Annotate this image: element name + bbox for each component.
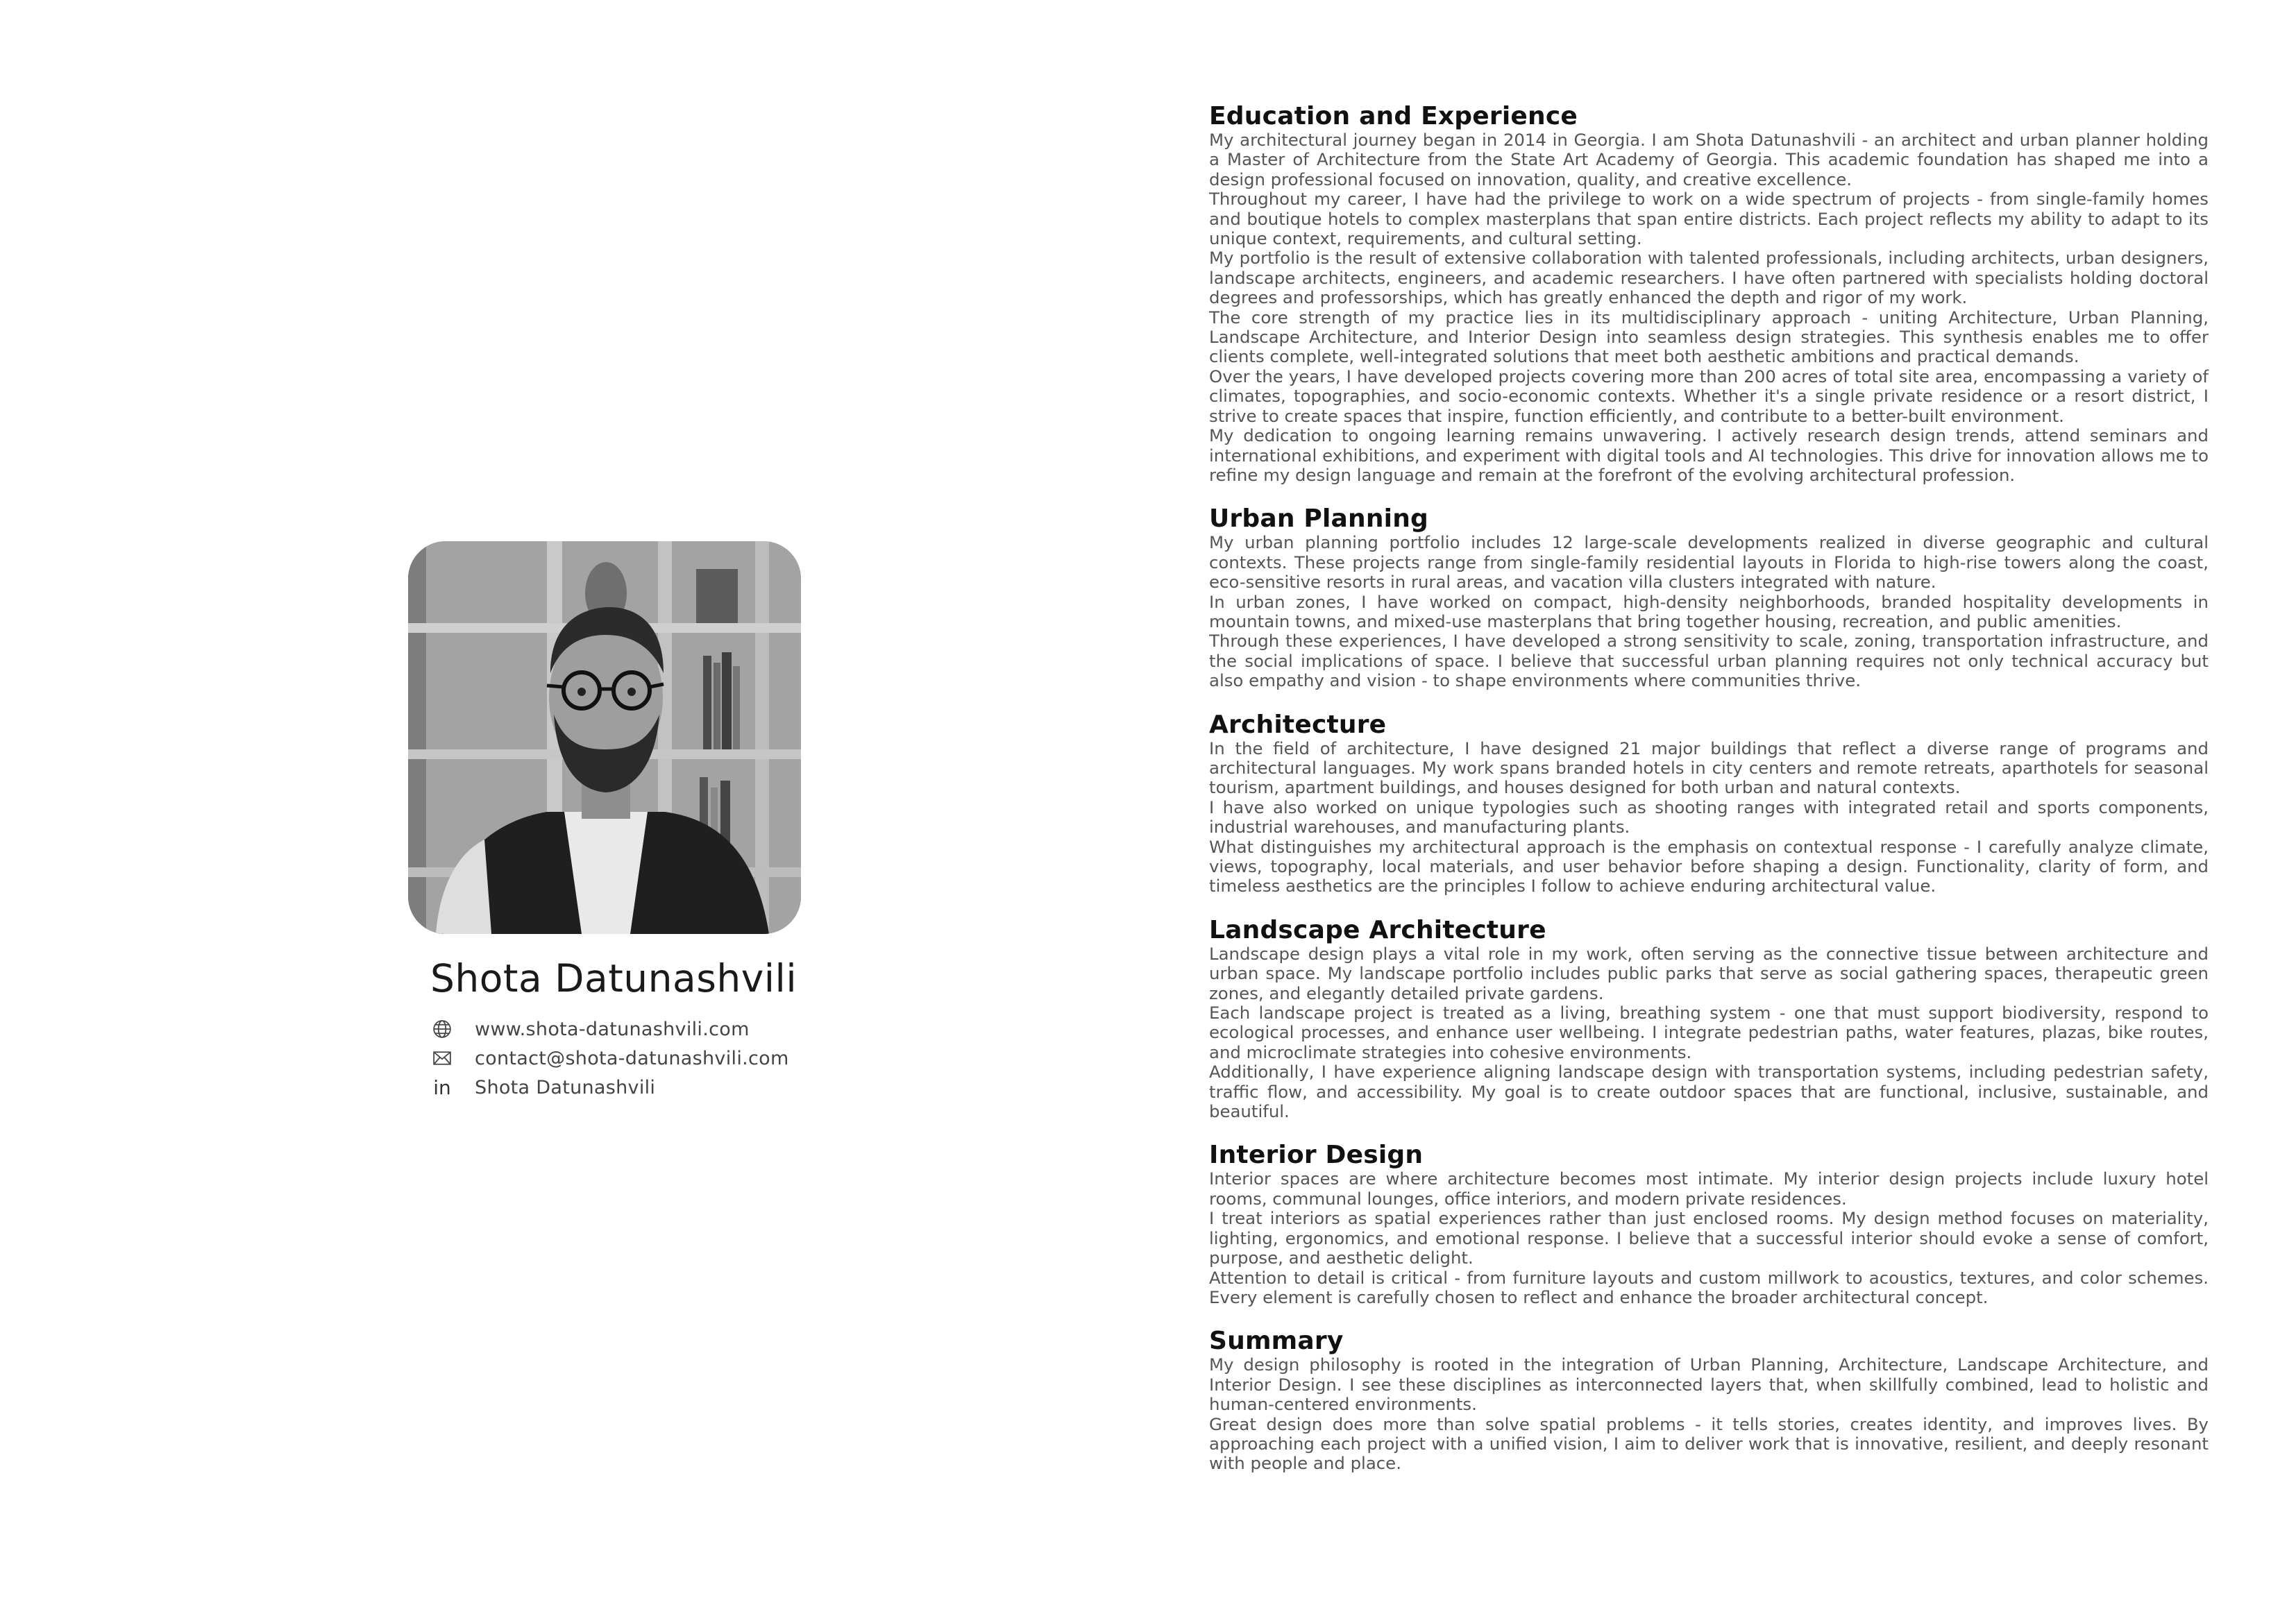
linkedin-link[interactable]: Shota Datunashvili xyxy=(475,1076,656,1098)
paragraph: Landscape design plays a vital role in my work, often serving as the connective tissue between architecture and urban space. My landscape portfolio includes public parks that serve as social gathering spaces, therapeutic green zones, and elegantly detailed private gardens. xyxy=(1209,943,2209,1003)
linkedin-icon xyxy=(430,1076,454,1099)
paragraph: What distinguishes my architectural approach is the emphasis on contextual response - I carefully analyze climate, views, topography, local materials, and user behavior before shaping a design. Functionality, clarity of form, and timeless aesthetics are the principles I follow to achieve enduring architectural value. xyxy=(1209,836,2209,897)
profile-photo xyxy=(408,541,801,934)
section-title: Summary xyxy=(1209,1327,1344,1356)
paragraph: My architectural journey began in 2014 in Georgia. I am Shota Datunashvili - an architect and urban planner holding a Master of Architecture from the State Art Academy of Georgia. This academic foundation has shaped me into a design professional focused on innovation, quality, and creative excellence. xyxy=(1209,130,2209,189)
section-title: Education and Experience xyxy=(1209,102,1578,130)
paragraph: My dedication to ongoing learning remains unwavering. I actively research design trends, attend seminars and international exhibitions, and experiment with digital tools and AI technologies. This drive for innovation allows me to refine my design language and remain at the forefront of the evolving architectural profession. xyxy=(1209,425,2209,485)
linkedin-glyph: in xyxy=(433,1076,451,1099)
section-title: Architecture xyxy=(1209,710,1387,739)
content-column xyxy=(1209,103,2209,1494)
section-urban-planning xyxy=(1209,505,2209,690)
paragraph: My design philosophy is rooted in the integration of Urban Planning, Architecture, Landscape Architecture, and Interior Design. I see these disciplines as interconnected layers that, when skillfully combined, lead to holistic and human-centered environments. xyxy=(1209,1354,2209,1415)
paragraph: In the field of architecture, I have designed 21 major buildings that reflect a diverse range of programs and architectural languages. My work spans branded hotels in city centers and remote retreats, aparthotels for seasonal tourism, apartment buildings, and houses designed for both urban and natural contexts. xyxy=(1209,738,2209,798)
paragraph: My portfolio is the result of extensive collaboration with talented professionals, including architects, urban designers, landscape architects, engineers, and academic researchers. I have often partnered with specialists holding doctoral degrees and professorships, which has greatly enhanced the depth and rigor of my work. xyxy=(1209,248,2209,308)
paragraph: In urban zones, I have worked on compact, high-density neighborhoods, branded hospitality developments in mountain towns, and mixed-use masterplans that bring together housing, recreation, and public amenities. xyxy=(1209,591,2209,631)
paragraph: Additionally, I have experience aligning landscape design with transportation systems, including pedestrian safety, traffic flow, and accessibility. My goal is to create outdoor spaces that are functional, inclusive, sustainable, and beautiful. xyxy=(1209,1062,2209,1122)
paragraph: Attention to detail is critical - from furniture layouts and custom millwork to acoustics, textures, and color schemes. Every element is carefully chosen to reflect and enhance the broader architectural concept. xyxy=(1209,1267,2209,1307)
contact-linkedin[interactable] xyxy=(430,1073,819,1102)
section-title: Landscape Architecture xyxy=(1209,915,1546,944)
section-summary xyxy=(1209,1327,2209,1473)
email-link[interactable]: contact@shota-datunashvili.com xyxy=(475,1047,789,1069)
paragraph: Each landscape project is treated as a living, breathing system - one that must support biodiversity, respond to ecological processes, and enhance user wellbeing. I integrate pedestrian paths, water features, plazas, bike routes, and microclimate strategies into cohesive environments. xyxy=(1209,1003,2209,1062)
contact-list xyxy=(430,1014,819,1102)
paragraph: Throughout my career, I have had the privilege to work on a wide spectrum of projects - from single-family homes and boutique hotels to complex masterplans that span entire districts. Each project reflects my ability to adapt to its unique context, requirements, and cultural setting. xyxy=(1209,189,2209,249)
paragraph: Through these experiences, I have developed a strong sensitivity to scale, zoning, transportation infrastructure, and the social implications of space. I believe that successful urban planning requires not only technical accuracy but also empathy and vision - to shape environments where communities thrive. xyxy=(1209,631,2209,691)
mail-icon xyxy=(430,1046,454,1070)
globe-icon xyxy=(430,1017,454,1041)
section-education-experience xyxy=(1209,103,2209,485)
profile-name: Shota Datunashvili xyxy=(430,956,797,1001)
paragraph: Interior spaces are where architecture becomes most intimate. My interior design projects include luxury hotel rooms, communal lounges, office interiors, and modern private residences. xyxy=(1209,1169,2209,1209)
section-architecture xyxy=(1209,711,2209,897)
website-link[interactable]: www.shota-datunashvili.com xyxy=(475,1018,750,1040)
contact-website[interactable] xyxy=(430,1014,819,1044)
portrait-illustration xyxy=(408,541,801,934)
section-title: Interior Design xyxy=(1209,1141,1424,1170)
paragraph: The core strength of my practice lies in its multidisciplinary approach - uniting Architecture, Urban Planning, Landscape Architecture, and Interior Design into seamless design strategies. This synthesis enables me to offer clients complete, well-integrated solutions that meet both aesthetic ambitions and practical demands. xyxy=(1209,307,2209,367)
section-landscape-architecture xyxy=(1209,917,2209,1122)
paragraph: I have also worked on unique typologies such as shooting ranges with integrated retail and sports components, industrial warehouses, and manufacturing plants. xyxy=(1209,797,2209,838)
section-title: Urban Planning xyxy=(1209,504,1429,534)
paragraph: Great design does more than solve spatial problems - it tells stories, creates identity, and improves lives. By approaching each project with a unified vision, I aim to deliver work that is innovative, resilient, and deeply resonant with people and place. xyxy=(1209,1413,2209,1474)
paragraph: Over the years, I have developed projects covering more than 200 acres of total site area, encompassing a variety of climates, topographies, and socio-economic contexts. Whether it's a single private residence or a resort district, I strive to create spaces that inspire, function efficiently, and contribute to a better-built environment. xyxy=(1209,366,2209,426)
paragraph: I treat interiors as spatial experiences rather than just enclosed rooms. My design method focuses on materiality, lighting, ergonomics, and emotional response. I believe that a successful interior should evoke a sense of comfort, purpose, and aesthetic delight. xyxy=(1209,1208,2209,1268)
contact-email[interactable] xyxy=(430,1044,819,1073)
section-interior-design xyxy=(1209,1141,2209,1307)
paragraph: My urban planning portfolio includes 12 large-scale developments realized in diverse geographic and cultural contexts. These projects range from single-family residential layouts in Florida to high-rise towers along the coast, eco-sensitive resorts in rural areas, and vacation villa clusters integrated with nature. xyxy=(1209,532,2209,593)
